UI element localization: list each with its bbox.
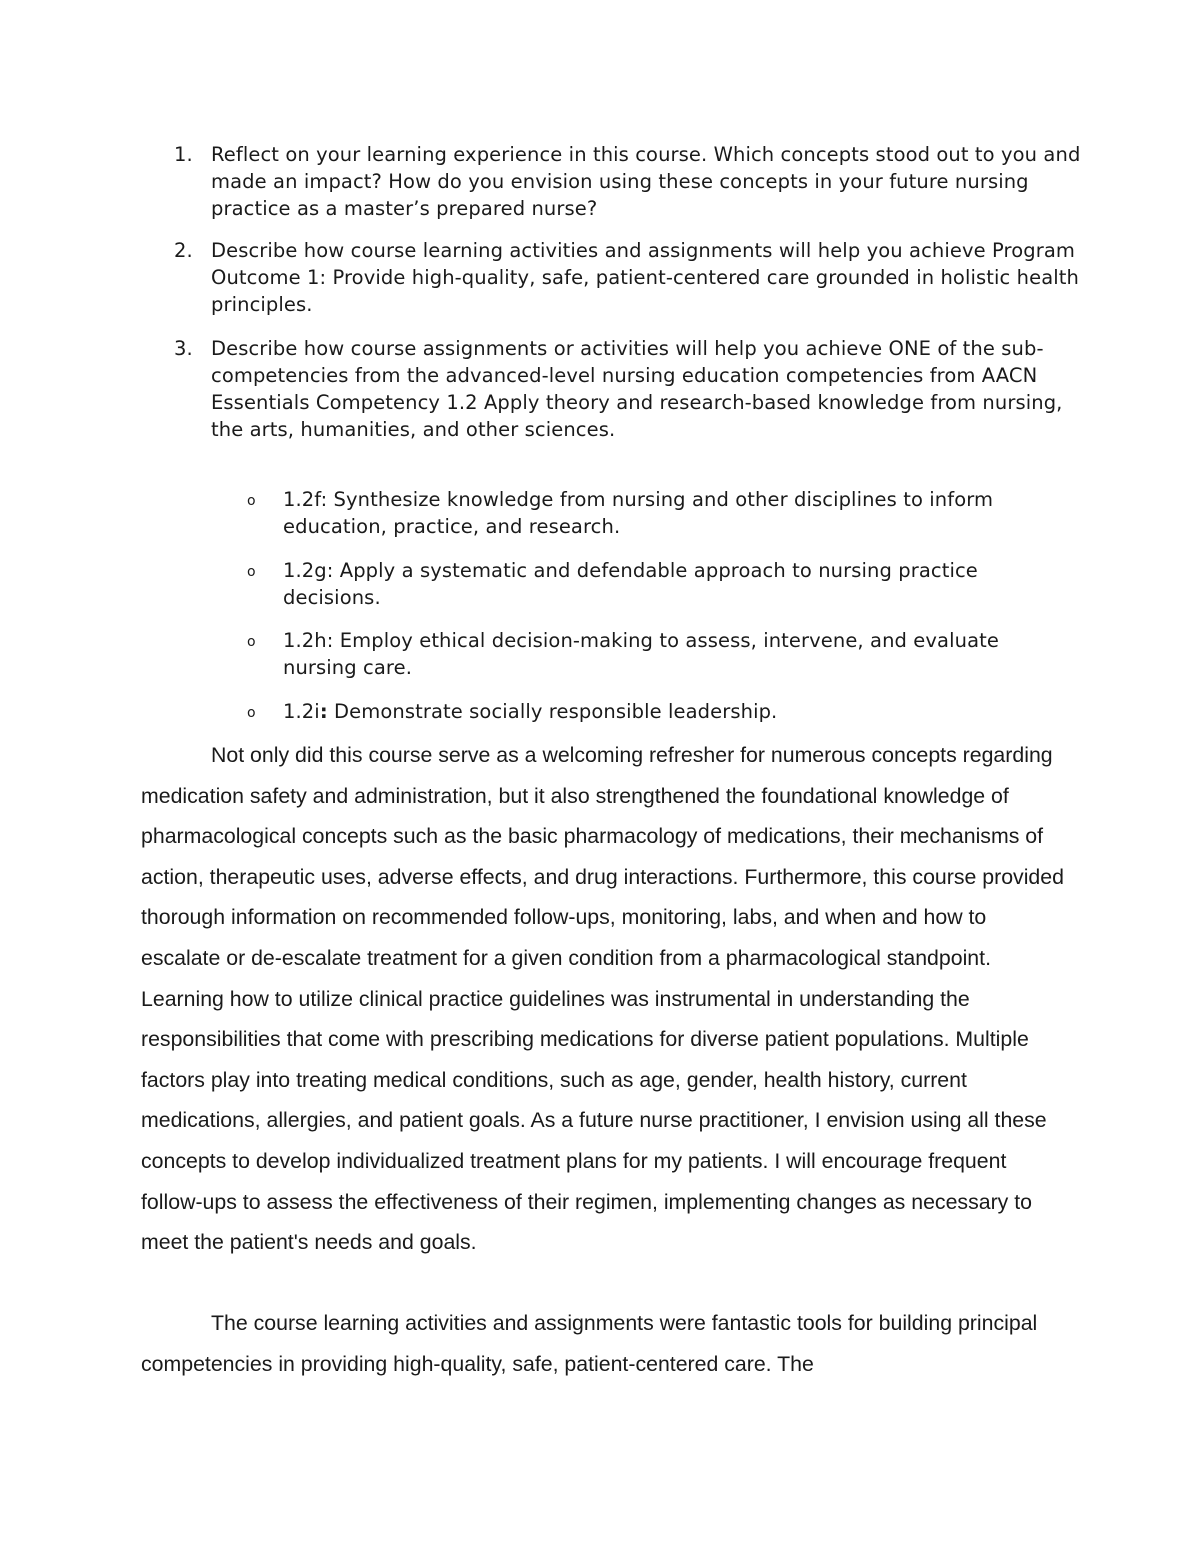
prompt-number: 3. (174, 337, 193, 360)
sub-competency-text (283, 698, 1073, 725)
sub-competency-text: 1.2f: Synthesize knowledge from nursing and other disciplines to inform education, practice, and research. (283, 488, 994, 538)
prompt-number: 2. (174, 239, 193, 262)
prompt-text: Reflect on your learning experience in this course. Which concepts stood out to you and made an impact? How do you envision using these concepts in your future nursing practice as a master’s prepared nurse? (211, 143, 1081, 220)
bullet-icon: o (247, 634, 256, 650)
prompt-text: Describe how course learning activities and assignments will help you achieve Program Outcome 1: Provide high-quality, safe, patient-centered care grounded in holistic health principles. (211, 239, 1079, 316)
sub-competency-colon: : (319, 700, 328, 723)
sub-competency-label: 1.2i (283, 700, 320, 723)
prompt-text: Describe how course assignments or activities will help you achieve ONE of the sub-competencies from the advanced-level nursing education competencies from AACN Essentials Competency 1.2 Apply theory and research-based knowledge from nursing, the arts, humanities, and other sciences. (211, 337, 1063, 441)
bullet-icon: o (247, 493, 256, 509)
sub-competency-text: 1.2h: Employ ethical decision-making to assess, intervene, and evaluate nursing care. (283, 629, 999, 679)
sub-competency-text: 1.2g: Apply a systematic and defendable approach to nursing practice decisions. (283, 559, 978, 609)
essay-paragraph-text: The course learning activities and assignments were fantastic tools for building principal competencies in providing high-quality, safe, patient-centered care. The (141, 1311, 1038, 1376)
prompt-number: 1. (174, 143, 193, 166)
essay-paragraph-2 (141, 1303, 1071, 1384)
bullet-icon: o (247, 564, 256, 580)
essay-paragraph-1 (141, 735, 1071, 1263)
sub-competency-rest: Demonstrate socially responsible leadership. (327, 700, 778, 723)
essay-paragraph-text: Not only did this course serve as a welcoming refresher for numerous concepts regarding medication safety and administration, but it also strengthened the foundational knowledge of pharmacological concepts such as the basic pharmacology of medications, their mechanisms of action, therapeutic uses, adverse effects, and drug interactions. Furthermore, this course provided thorough information on recommended follow-ups, monitoring, labs, and when and how to escalate or de-escalate treatment for a given condition from a pharmacological standpoint. Learning how to utilize clinical practice guidelines was instrumental in understanding the responsibilities that come with prescribing medications for diverse patient populations. Multiple factors play into treating medical conditions, such as age, gender, health history, current medications, allergies, and patient goals. As a future nurse practitioner, I envision using all these concepts to develop individualized treatment plans for my patients. I will encourage frequent follow-ups to assess the effectiveness of their regimen, implementing changes as necessary to meet the patient's needs and goals. (141, 743, 1064, 1255)
bullet-icon: o (247, 705, 256, 721)
